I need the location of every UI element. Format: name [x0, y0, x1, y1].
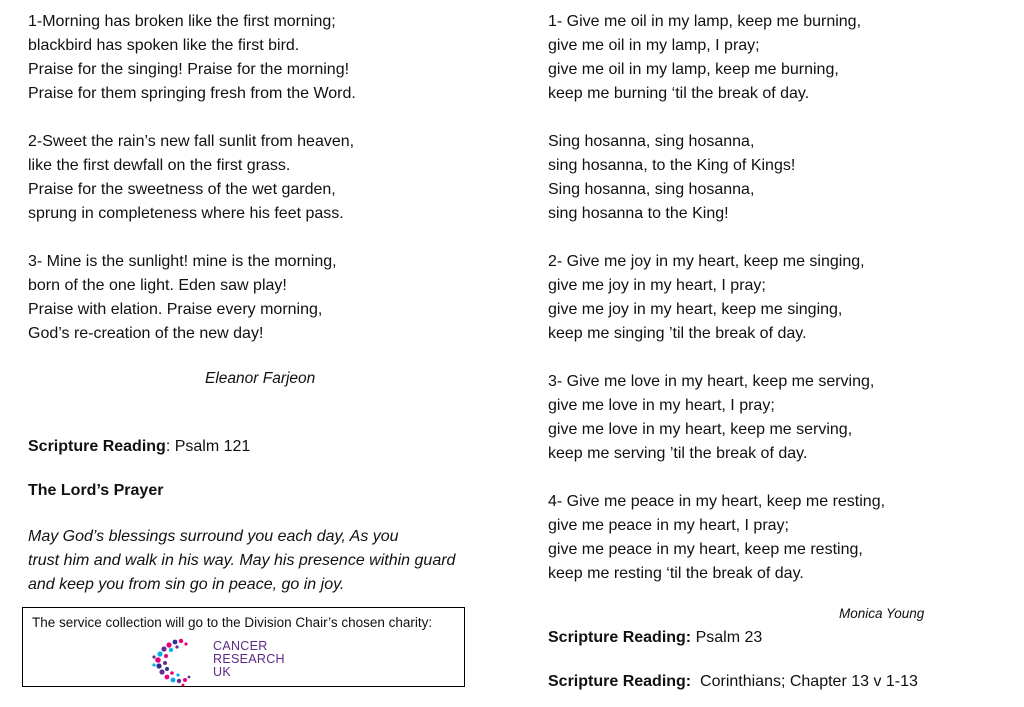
hymn2-line: give me joy in my heart, I pray;	[548, 277, 766, 294]
hymn2-stanza-2	[548, 250, 988, 346]
hymn-morning-has-broken	[28, 10, 498, 346]
scripture-label: Scripture Reading	[28, 438, 166, 455]
hymn2-chorus	[548, 130, 988, 226]
scripture-label: Scripture Reading:	[548, 629, 692, 646]
hymn2-line: sing hosanna to the King!	[548, 205, 729, 222]
hymn1-line: 3- Mine is the sunlight! mine is the morning,	[28, 253, 337, 270]
scripture-text: : Psalm 121	[165, 438, 251, 455]
hymn2-line: keep me singing ’til the break of day.	[548, 325, 807, 342]
logo-wordmark	[213, 640, 285, 679]
scripture-reading-corinthians	[548, 670, 918, 694]
hymn1-line: born of the one light. Eden saw play!	[28, 277, 287, 294]
blessing-line: May God’s blessings surround you each day, As you	[28, 528, 399, 545]
hymn2-stanza-3	[548, 370, 988, 466]
hymn1-line: blackbird has spoken like the first bird.	[28, 37, 300, 54]
hymn-give-me-oil	[548, 10, 988, 586]
hymn2-line: give me oil in my lamp, keep me burning,	[548, 61, 839, 78]
hymn1-stanza-2	[28, 130, 498, 226]
hymn2-stanza-4	[548, 490, 988, 586]
hymn1-line: Praise for the singing! Praise for the morning!	[28, 61, 350, 78]
hymn1-line: Praise for the sweetness of the wet garden,	[28, 181, 336, 198]
hymn1-line: 1-Morning has broken like the first morning;	[28, 13, 336, 30]
hymn1-stanza-1	[28, 10, 498, 106]
hymn2-line: keep me resting ‘til the break of day.	[548, 565, 804, 582]
hymn2-line: Sing hosanna, sing hosanna,	[548, 181, 755, 198]
hymn2-line: give me peace in my heart, keep me resting,	[548, 541, 863, 558]
blessing-line: and keep you from sin go in peace, go in joy.	[28, 576, 345, 593]
logo-word: RESEARCH	[213, 652, 285, 666]
hymn2-line: give me joy in my heart, keep me singing,	[548, 301, 843, 318]
hymn2-line: give me peace in my heart, I pray;	[548, 517, 789, 534]
hymn1-line: 2-Sweet the rain’s new fall sunlit from heaven,	[28, 133, 355, 150]
blessing	[28, 525, 455, 597]
hymn2-line: Sing hosanna, sing hosanna,	[548, 133, 755, 150]
hymn2-line: 1- Give me oil in my lamp, keep me burning,	[548, 13, 862, 30]
hymn2-line: give me love in my heart, I pray;	[548, 397, 775, 414]
scripture-text: Psalm 23	[691, 629, 763, 646]
hymn1-line: Praise with elation. Praise every morning,	[28, 301, 323, 318]
hymn1-line: like the first dewfall on the first grass.	[28, 157, 291, 174]
logo-word: CANCER	[213, 639, 268, 653]
charity-box	[22, 607, 465, 687]
cancer-research-uk-logo	[151, 635, 291, 687]
hymn2-author: Monica Young	[839, 606, 925, 621]
hymn2-line: 4- Give me peace in my heart, keep me resting,	[548, 493, 886, 510]
scripture-reading-psalm-23	[548, 626, 762, 650]
scripture-reading-psalm-121	[28, 435, 250, 459]
hymn1-stanza-3	[28, 250, 498, 346]
hymn2-line: 3- Give me love in my heart, keep me serving,	[548, 373, 875, 390]
hymn2-line: give me love in my heart, keep me serving,	[548, 421, 853, 438]
scripture-label: Scripture Reading:	[548, 673, 692, 690]
hymn1-line: Praise for them springing fresh from the Word.	[28, 85, 356, 102]
charity-text: The service collection will go to the Division Chair’s chosen charity:	[32, 615, 433, 630]
hymn2-line: keep me burning ‘til the break of day.	[548, 85, 810, 102]
hymn2-stanza-1	[548, 10, 988, 106]
hymn2-line: sing hosanna, to the King of Kings!	[548, 157, 796, 174]
hymn2-line: keep me serving ’til the break of day.	[548, 445, 808, 462]
blessing-line: trust him and walk in his way. May his presence within guard	[28, 552, 456, 569]
hymn1-author: Eleanor Farjeon	[205, 370, 316, 387]
logo-word: UK	[213, 665, 231, 679]
scripture-text: Corinthians; Chapter 13 v 1-13	[691, 673, 918, 690]
hymn2-line: give me oil in my lamp, I pray;	[548, 37, 760, 54]
hymn2-line: 2- Give me joy in my heart, keep me singing,	[548, 253, 865, 270]
hymn1-line: sprung in completeness where his feet pass.	[28, 205, 344, 222]
lords-prayer-title: The Lord’s Prayer	[28, 482, 164, 499]
logo-dots-icon	[151, 635, 211, 687]
hymn1-line: God’s re-creation of the new day!	[28, 325, 264, 342]
